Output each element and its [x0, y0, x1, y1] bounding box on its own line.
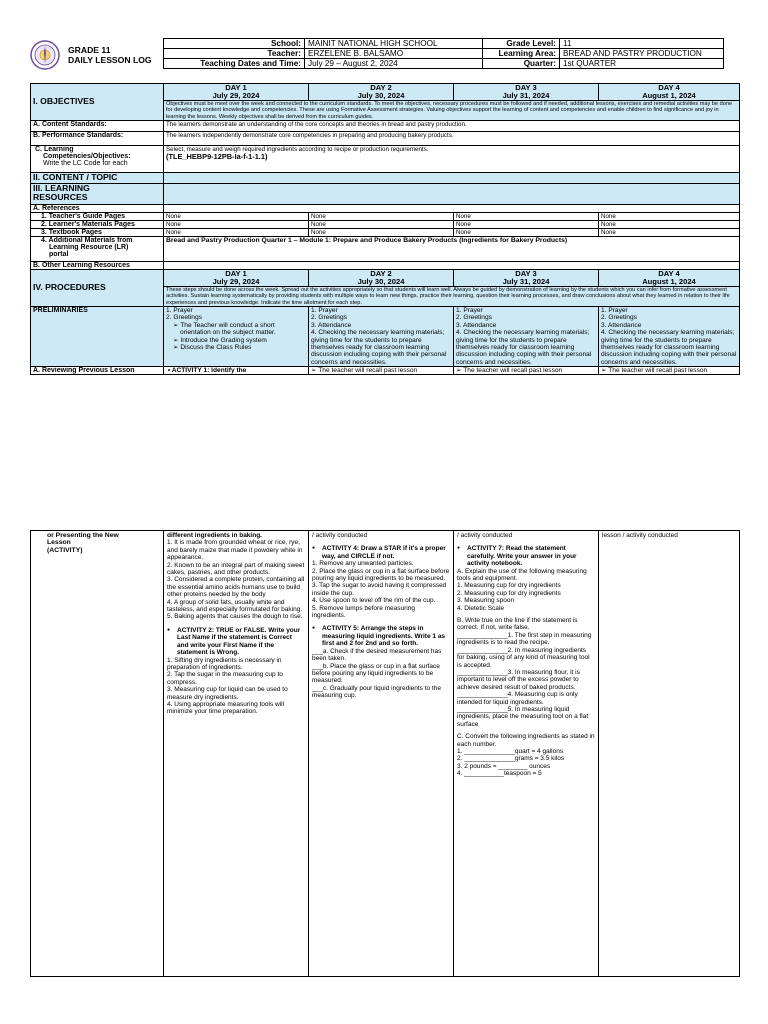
activity-1-item: 3. Considered a complete protein, containing all the essential amino acids humans use to build other proteins needed by the body [167, 576, 305, 599]
activity-4-item: 1. Remove any unwanted particles. [312, 560, 414, 568]
objectives-title: I. OBJECTIVES [31, 84, 164, 121]
header-info-table [163, 38, 724, 69]
tb-day-2: None [309, 228, 454, 236]
prelim-day-2: 1. Prayer 2. Greetings 3. Attendance 4. Checking the necessary learning materials; giving time for the students to prepare themselves ready for classroom learning discussion including coping with their personal concerns and necessities. [309, 306, 454, 366]
part-c-item: 3. 2 pounds = ________ ounces [457, 762, 551, 770]
part-a-item: 1. Measuring cup for dry ingredients [457, 582, 561, 590]
performance-standards-label: B. Performance Standards: [31, 132, 164, 146]
review-day-3: ➢ The teacher will recall past lesson [454, 367, 599, 375]
review-label-2: or Presenting the New [47, 532, 119, 539]
tg-day-1: None [164, 212, 309, 220]
lc-label-3: Write the LC Code for each [43, 160, 128, 168]
recall-cont: lesson / activity conducted [602, 532, 678, 539]
tg-day-4: None [599, 212, 740, 220]
activity-2-item: 1. Sifting dry ingredients is necessary in preparation of ingredients. [167, 656, 282, 671]
part-c-intro: C. Convert the following ingredients as stated in each number. [457, 733, 595, 748]
log-title: DAILY LESSON LOG [68, 54, 152, 65]
activity-4-item: 5. Remove lumps before measuring ingredients. [312, 604, 415, 620]
proc-day-2-date: July 30, 2024 [357, 276, 405, 286]
recall-cont: / activity conducted [457, 532, 513, 539]
day-4-label: DAY 4 [658, 83, 680, 92]
learning-area-label: Learning Area: [483, 49, 560, 59]
add-label-2: Learning Resource (LR) [49, 243, 129, 251]
resources-title-2: RESOURCES [33, 192, 88, 203]
additional-materials-text: Bread and Pastry Production Quarter 1 – Module 1: Prepare and Produce Bakery Products (Ingredients for Bakery Products) [164, 236, 740, 261]
part-c-item: 2. ______________grams = 3.5 kilos [457, 755, 565, 763]
textbook-pages-label: 3. Textbook Pages [31, 228, 164, 236]
proc-day-1-label: DAY 1 [225, 268, 247, 278]
day-1-activities [164, 531, 309, 977]
activity-2-item: 4. Using appropriate measuring tools will minimize your time preparation. [167, 700, 285, 716]
review-label: A. Reviewing Previous Lesson [31, 367, 164, 375]
content-standards-label: A. Content Standards: [31, 121, 164, 132]
activity-1-cont: different ingredients in baking. [167, 532, 262, 539]
grade-level-value: 11 [560, 39, 724, 49]
review-label-4: (ACTIVITY) [47, 546, 83, 554]
lesson-log-page-2 [30, 530, 740, 977]
learning-competencies-text [164, 146, 740, 173]
activity-4-item: 4. Use spoon to level off the rim of the cup. [312, 597, 436, 605]
activity-1-item: 1. It is made from grounded wheat or rice, rye, and barely maize that made it powdery white in appearance. [167, 539, 303, 562]
deped-seal-icon [30, 40, 60, 70]
proc-day-4-date: August 1, 2024 [642, 276, 696, 286]
proc-day-3-date: July 31, 2024 [502, 276, 550, 286]
other-resources-label: B. Other Learning Resources [31, 261, 164, 269]
dates-value: July 29 – August 2, 2024 [305, 59, 483, 69]
part-b-item: ______________2. In measuring ingredients for baking, using of any kind of measuring tool is accepted. [457, 646, 590, 669]
grade-title [68, 46, 152, 65]
activity-4-item: 2. Place the glass or cup in a flat surface before pouring any liquid ingredients to be measured. [312, 567, 450, 583]
day-3-label: DAY 3 [515, 83, 537, 92]
days-header-row [31, 84, 740, 101]
review-label-cont [31, 531, 164, 977]
learning-resources-value [164, 183, 740, 204]
prelim-day-4: 1. Prayer 2. Greetings 3. Attendance 4. Checking the necessary learning materials; giving time for the students to prepare themselves ready for classroom learning discussion including coping with their personal concerns and necessities. [599, 306, 740, 366]
content-standards-text: The learners demonstrate an understanding of the core concepts and theories in bread and pastry production. [164, 121, 740, 132]
part-c-item: 4. ___________teaspoon = 5 [457, 770, 542, 778]
review-day-2: ➢ The teacher will recall past lesson [309, 367, 454, 375]
activity-5-item: ___c. Gradually pour liquid ingredients to the measuring cup. [312, 684, 441, 700]
learning-resources-title [31, 183, 164, 204]
activity-5-title: ● ACTIVITY 5: Arrange the steps in measuring liquid ingredients. Write 1 as first and 2 for 2nd and so forth. [312, 625, 450, 647]
prelim-d1-item: ➢ Introduce the Grading system [173, 336, 267, 344]
activity-4-title: ● ACTIVITY 4: Draw a STAR if it's a proper way, and CIRCLE if not. [312, 545, 450, 560]
quarter-label: Quarter: [483, 59, 560, 69]
day-2-date: July 30, 2024 [357, 91, 405, 100]
tg-pages-label: 1. Teacher's Guide Pages [31, 212, 164, 220]
tg-day-2: None [309, 212, 454, 220]
objectives-text: Objectives must be meet over the week and connected to the curriculum standards. To meet the objectives, necessary procedures must be followed and if needed, additional lessons, exercises and remedial activities may be done for developing content knowledge and competencies. These are using Formative Assessment strategies. Valuing objectives support the learning of content and competencies and enable children to find significance and joy in learning the lessons. Weekly objectives shall be derived from the curriculum guides. [164, 101, 740, 121]
lesson-log-table [30, 83, 740, 375]
dates-label: Teaching Dates and Time: [164, 59, 305, 69]
proc-day-4-label: DAY 4 [658, 268, 680, 278]
add-label-1: 4. Additional Materials from [41, 236, 133, 244]
proc-day-2-label: DAY 2 [370, 268, 392, 278]
activity-2-item: 2. Tap the sugar in the measuring cup to compress. [167, 671, 283, 686]
lc-label-2: Competencies/Objectives: [43, 153, 131, 161]
header [30, 38, 738, 70]
school-value: MAINIT NATIONAL HIGH SCHOOL [305, 39, 483, 49]
lc-code: (TLE_HEBP9-12PB-Ia-f-1-1.1) [166, 152, 268, 162]
teacher-value: ERZELENE B. BALSAMO [305, 49, 483, 59]
tb-day-4: None [599, 228, 740, 236]
references-value [164, 204, 740, 212]
activity-2-item: 3. Measuring cup for liquid can be used to measure dry ingredients. [167, 686, 288, 701]
activity-1-item: 4. A group of solid fats, usually white and tasteless, and especially formulated for baking. [167, 598, 303, 614]
day-4-date: August 1, 2024 [642, 91, 696, 100]
day-3-date: July 31, 2024 [502, 91, 550, 100]
prelim-d1-item: ➢ The Teacher will conduct a short orientation on the subject matter. [173, 321, 276, 337]
other-resources-value [164, 261, 740, 269]
part-b-intro: B. Write true on the line if the statement is correct. If not, write false. [457, 617, 578, 632]
review-day-1: • ACTIVITY 1: Identify the [164, 367, 309, 375]
learning-competencies-label [31, 146, 164, 173]
activity-1-item: 2. Known to be an integral part of making sweet cakes, pastries, and other products. [167, 561, 305, 577]
procedures-text: These steps should be done across the week. Spread out the activities appropriately so that students will learn well. Always be guided by demonstration of learning by the students which you can infer from formative assessment activities. Sustain learning systematically by providing students with multiple ways to learn new things, practice their learning, question their learning processes, and draw conclusions about what they learned in relation to their life experiences and previous knowledge. Indicate the time allotment for each step. [164, 286, 740, 306]
prelim-d1-item: ➢ Discuss the Class Rules [173, 343, 252, 351]
activity-5-item: ___b. Place the glass or cup in a flat surface before pouring any liquid ingredients to be measured. [312, 662, 440, 685]
review-label-3: Lesson [47, 539, 71, 547]
resources-title-1: III. LEARNING [33, 182, 90, 193]
procedures-title: IV. PROCEDURES [31, 269, 164, 306]
part-c-item: 1. ______________quart = 4 gallons [457, 747, 564, 755]
activity-7-title: ● ACTIVITY 7: Read the statement carefully. Write your answer in your activity notebook. [457, 545, 595, 567]
activity-2-title: ● ACTIVITY 2: TRUE or FALSE. Write your Last Name if the statement is Correct and write your First Name if the statement is Wrong. [167, 627, 305, 657]
lm-pages-label: 2. Learner's Materials Pages [31, 220, 164, 228]
lm-day-2: None [309, 220, 454, 228]
quarter-value: 1st QUARTER [560, 59, 724, 69]
content-topic-value [164, 173, 740, 184]
part-a-item: 4. Dietetic Scale [457, 604, 504, 612]
part-b-item: ______________1. The first step in measuring ingredients is to read the recipe. [457, 631, 592, 647]
day-4-activities [599, 531, 740, 977]
proc-day-1-date: July 29, 2024 [212, 276, 260, 286]
day-2-label: DAY 2 [370, 83, 392, 92]
content-topic-title: II. CONTENT / TOPIC [31, 173, 164, 184]
tb-day-1: None [164, 228, 309, 236]
part-a-item: 3. Measuring spoon [457, 597, 515, 605]
part-a-intro: A. Explain the use of the following measuring tools and equipment. [457, 567, 587, 583]
day-3-activities [454, 531, 599, 977]
proc-day-3-label: DAY 3 [515, 268, 537, 278]
lc-text: Select, measure and weigh required ingredients according to recipe or production requirements. [166, 146, 429, 154]
day-1-label: DAY 1 [225, 83, 247, 92]
references-label: A. References [31, 204, 164, 212]
activity-4-item: 3. Tap the sugar to avoid having it compressed inside the cup. [312, 582, 447, 597]
prelim-d1-greetings: 2. Greetings [166, 314, 202, 322]
part-b-item: ______________5. In measuring liquid ingredients, place the measuring tool on a flat surface [457, 705, 589, 728]
lm-day-1: None [164, 220, 309, 228]
grade-level-label: Grade Level: [483, 39, 560, 49]
preliminaries-label: PRELIMINARIES [31, 306, 164, 366]
prelim-day-1 [164, 306, 309, 366]
add-label-3: portal [49, 250, 69, 258]
activity-5-item: ___a. Check if the desired measurement has been taken. [312, 647, 442, 663]
activity-1-item: 5. Baking agents that causes the dough to rise. [167, 613, 303, 621]
teacher-label: Teacher: [164, 49, 305, 59]
learning-area-value: BREAD AND PASTRY PRODUCTION [560, 49, 724, 59]
review-day-4: ➢ The teacher will recall past lesson [599, 367, 740, 375]
part-b-item: ______________3. In measuring flour, it is important to level off the excess powder to achieve desired result of baked products. [457, 668, 580, 691]
grade-label: GRADE 11 [68, 45, 111, 55]
prelim-day-3: 1. Prayer 2. Greetings 3. Attendance 4. Checking the necessary learning materials; giving time for the students to prepare themselves ready for classroom learning discussion including coping with their personal concerns and necessities. [454, 306, 599, 366]
recall-cont: / activity conducted [312, 532, 368, 539]
lc-label-1: C. Learning [35, 146, 74, 154]
tb-day-3: None [454, 228, 599, 236]
part-a-item: 2. Measuring cup for dry ingredients [457, 589, 561, 597]
lm-day-4: None [599, 220, 740, 228]
prelim-d1-prayer: 1. Prayer [166, 306, 193, 314]
day-2-activities [309, 531, 454, 977]
school-label: School: [164, 39, 305, 49]
lm-day-3: None [454, 220, 599, 228]
performance-standards-text: The learners independently demonstrate core competencies in preparing and producing bakery products. [164, 132, 740, 146]
day-1-date: July 29, 2024 [212, 91, 260, 100]
additional-materials-label [31, 236, 164, 261]
tg-day-3: None [454, 212, 599, 220]
part-b-item: ______________4. Measuring cup is only intended for liquid ingredients. [457, 691, 578, 706]
